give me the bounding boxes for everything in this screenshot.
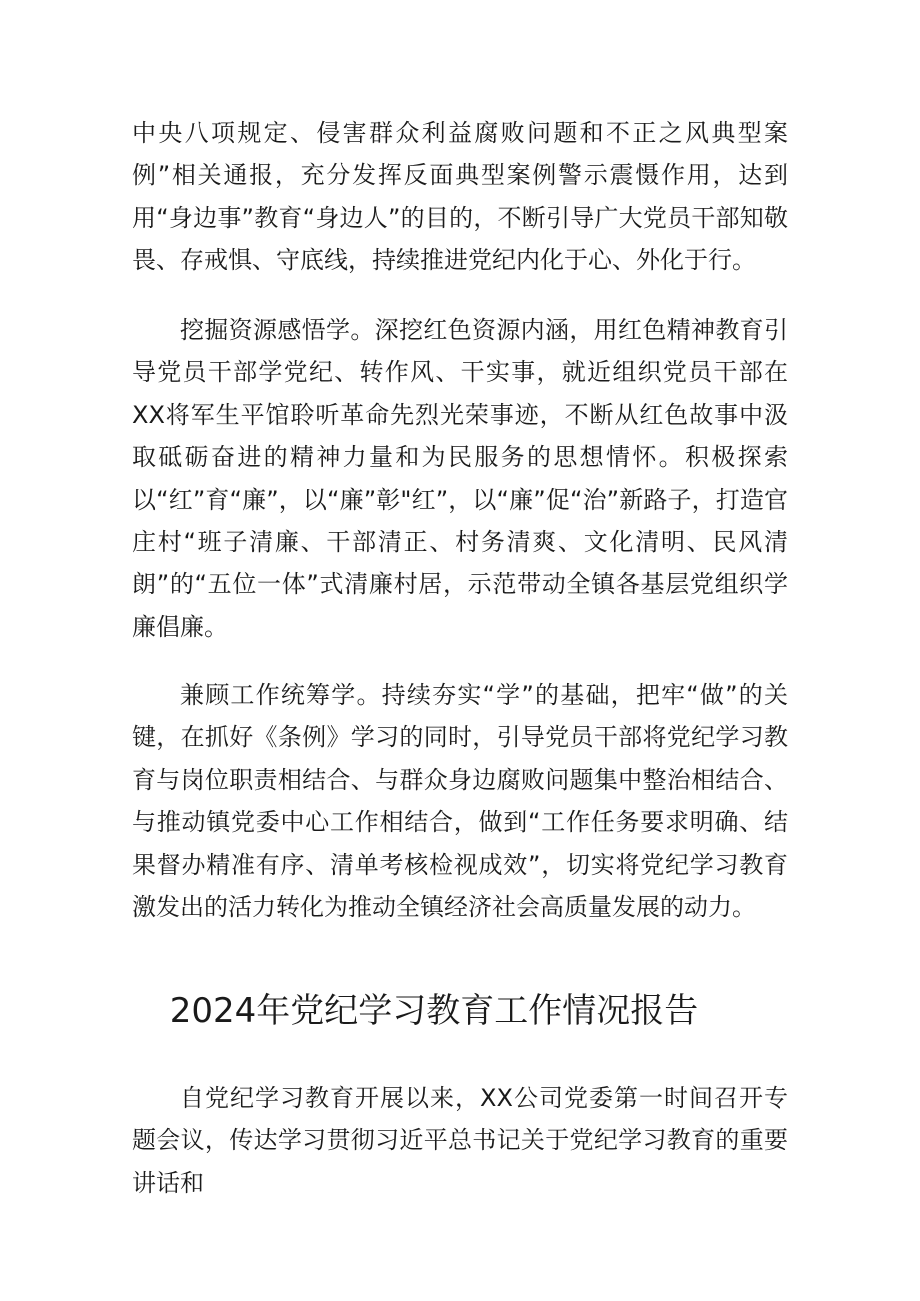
report-title: 2024年党纪学习教育工作情况报告 <box>169 991 699 1031</box>
paragraph-text: 兼顾工作统筹学。持续夯实“学”的基础，把牢“做”的关键，在抓好《条例》学习的同时，引导党员干部将党纪学习教育与岗位职责相结合、与群众身边腐败问题集中整治相结合、与推动镇党委中心工作相结合，做到“工作任务要求明确、结果督办精准有序、清单考核检视成效”，切实将党纪学习教育激发出的活力转化为推动全镇经济社会高质量发展的动力。 <box>132 681 788 922</box>
body-paragraph-continued <box>132 112 788 282</box>
paragraph-text: 自党纪学习教育开展以来，XX公司党委第一时间召开专题会议，传达学习贯彻习近平总书记关于党纪学习教育的重要讲话和 <box>132 1084 788 1197</box>
paragraph-text: 挖掘资源感悟学。深挖红色资源内涵，用红色精神教育引导党员干部学党纪、转作风、干实事，就近组织党员干部在XX将军生平馆聆听革命先烈光荣事迹，不断从红色故事中汲取砥砺奋进的精神力量和为民服务的思想情怀。积极探索以“红”育“廉”，以“廉”彰"红”，以“廉”促“治”新路子，打造官庄村“班子清廉、干部清正、村务清爽、文化清明、民风清朗”的“五位一体”式清廉村居，示范带动全镇各基层党组织学廉倡廉。 <box>132 316 788 641</box>
body-paragraph-intro <box>132 1077 788 1204</box>
body-paragraph-red-resources <box>132 309 788 648</box>
paragraph-text: 中央八项规定、侵害群众利益腐败问题和不正之风典型案例”相关通报，充分发挥反面典型案例警示震慑作用，达到用“身边事”教育“身边人”的目的，不断引导广大党员干部知敬畏、存戒惧、守底线，持续推进党纪内化于心、外化于行。 <box>132 119 788 275</box>
body-paragraph-work-coordination <box>132 674 788 928</box>
